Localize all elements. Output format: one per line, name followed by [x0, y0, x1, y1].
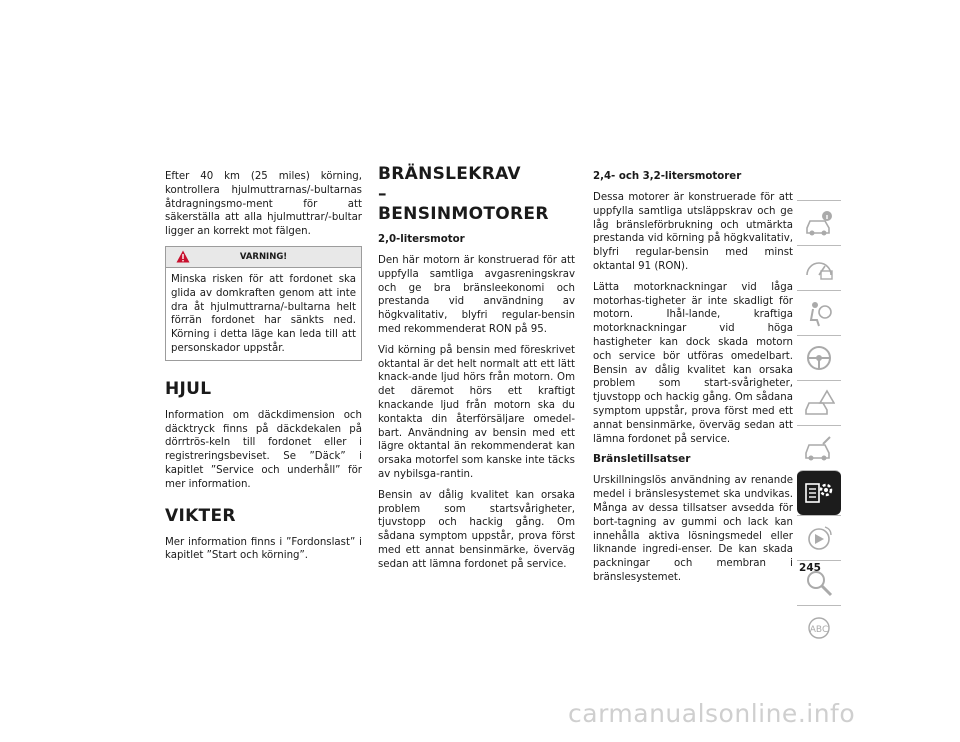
tab-dashboard[interactable]	[797, 245, 841, 290]
column-1	[165, 170, 362, 570]
page-number: 245	[799, 562, 821, 574]
subheading-20-motor: 2,0-litersmotor	[378, 234, 465, 245]
warning-triangle-icon	[176, 250, 190, 263]
column-2	[378, 164, 575, 579]
tab-starting[interactable]	[797, 335, 841, 380]
technical-specs-icon	[803, 478, 835, 508]
warning-title: VARNING!	[239, 251, 288, 262]
chapter-tabs	[797, 200, 841, 650]
languages-icon	[803, 613, 835, 643]
tab-safety[interactable]	[797, 290, 841, 335]
intro-paragraph: Efter 40 km (25 miles) körning, kontrollera hjulmuttrarnas/-bultarnas åtdragningsmo-ment för att säkerställa att alla hjulmuttrar/-bultar ligger an korrekt mot fälgen.	[165, 171, 362, 238]
warning-text: Minska risken för att fordonet ska glida av domkraften genom att inte dra åt hjulmuttrarna/-bultarna helt förrän fordonet har sänkts ned. Körning i detta läge kan leda till att personskador uppstår.	[171, 273, 356, 354]
tab-car-info[interactable]	[797, 200, 841, 245]
tab-service[interactable]	[797, 425, 841, 470]
heading-vikter: VIKTER	[165, 505, 236, 526]
warning-box	[165, 246, 362, 361]
col3-paragraph-2: Lätta motorknackningar vid låga motorhas-tigheter är inte skadligt för motorn. Ihål-lande, kraftiga motorknackningar vid höga hastigheter kan dock skada motorn och service bör utföras omedelbart. Bensin av dålig kvalitet kan orsaka problem som start-svårigheter, tjuvstopp och hackig gång. Om sådana symptom uppstår, prova först med ett annat bensinmärke, överväg sedan att lämna fordonet på service.	[593, 281, 793, 445]
multimedia-icon	[803, 523, 835, 553]
emergency-triangle-icon	[803, 388, 835, 418]
col3-paragraph-1: Dessa motorer är konstruerade för att uppfylla samtliga utsläppskrav och ge låg bränsleförbrukning och utmärkta prestanda vid körning på högkvalitativ, blyfri regular-bensin med minst oktantal 91 (RON).	[593, 192, 793, 272]
column-3	[593, 164, 793, 592]
svg-text:ABC: ABC	[809, 625, 829, 635]
car-info-icon	[803, 208, 835, 238]
tab-technical[interactable]	[797, 470, 841, 515]
col2-paragraph-2: Vid körning på bensin med föreskrivet oktantal är det helt normalt att ett lätt knack-ande ljud hörs från motorn. Om det däremot hörs ett kraftigt knackande ljud från motorn ska du kontakta din återförsäljare omedel-bart. Användning av bensin med ett lägre oktantal än rekommenderat kan orsaka motorfel som kanske inte täcks av nybilsga-rantin.	[378, 344, 575, 480]
warning-header	[166, 247, 361, 268]
safety-airbag-icon	[803, 298, 835, 328]
tab-emergency[interactable]	[797, 380, 841, 425]
heading-hjul: HJUL	[165, 378, 212, 399]
hjul-paragraph: Information om däckdimension och däcktryck finns på däckdekalen på dörrtrös-keln till fordonet eller i registreringsbeviset. Se ”Däck” i kapitlet ”Service och underhåll” för mer information.	[165, 409, 362, 490]
col2-paragraph-3: Bensin av dålig kvalitet kan orsaka problem som startsvårigheter, tjuvstopp och hackig gång. Om sådana symptom uppstår, prova först med ett annat bensinmärke, överväg sedan att lämna fordonet på service.	[378, 489, 575, 570]
tab-multimedia[interactable]	[797, 515, 841, 560]
col3-paragraph-3: Urskillningslös användning av renande medel i bränslesystemet ska undvikas. Många av dessa tillsatser avsedda för bort-tagning av gummi och lack kan innehålla aktiva lösningsmedel eller liknande ingredi-enser. De kan skada packningar och membran i bränslesystemet.	[593, 475, 793, 583]
dashboard-messages-icon	[803, 253, 835, 283]
col2-paragraph-1: Den här motorn är konstruerad för att uppfylla samtliga avgasreningskrav och ge bra bränsleekonomi och prestanda vid användning av högkvalitativ, blyfri regular-bensin med rekommenderat RON på 95.	[378, 255, 575, 335]
heading-bransle: BRÄNSLEKRAV – BENSINMOTORER	[378, 164, 549, 224]
car-service-icon	[803, 433, 835, 463]
steering-wheel-icon	[803, 343, 835, 373]
vikter-paragraph: Mer information finns i ”Fordonslast” i kapitlet ”Start och körning”.	[165, 536, 362, 562]
subheading-24-32-motor: 2,4- och 3,2-litersmotorer	[593, 171, 742, 182]
watermark: carmanualsonline.info	[568, 699, 856, 728]
tab-languages[interactable]	[797, 605, 841, 650]
heading-branssletillsatser: Bränsletillsatser	[593, 453, 691, 466]
